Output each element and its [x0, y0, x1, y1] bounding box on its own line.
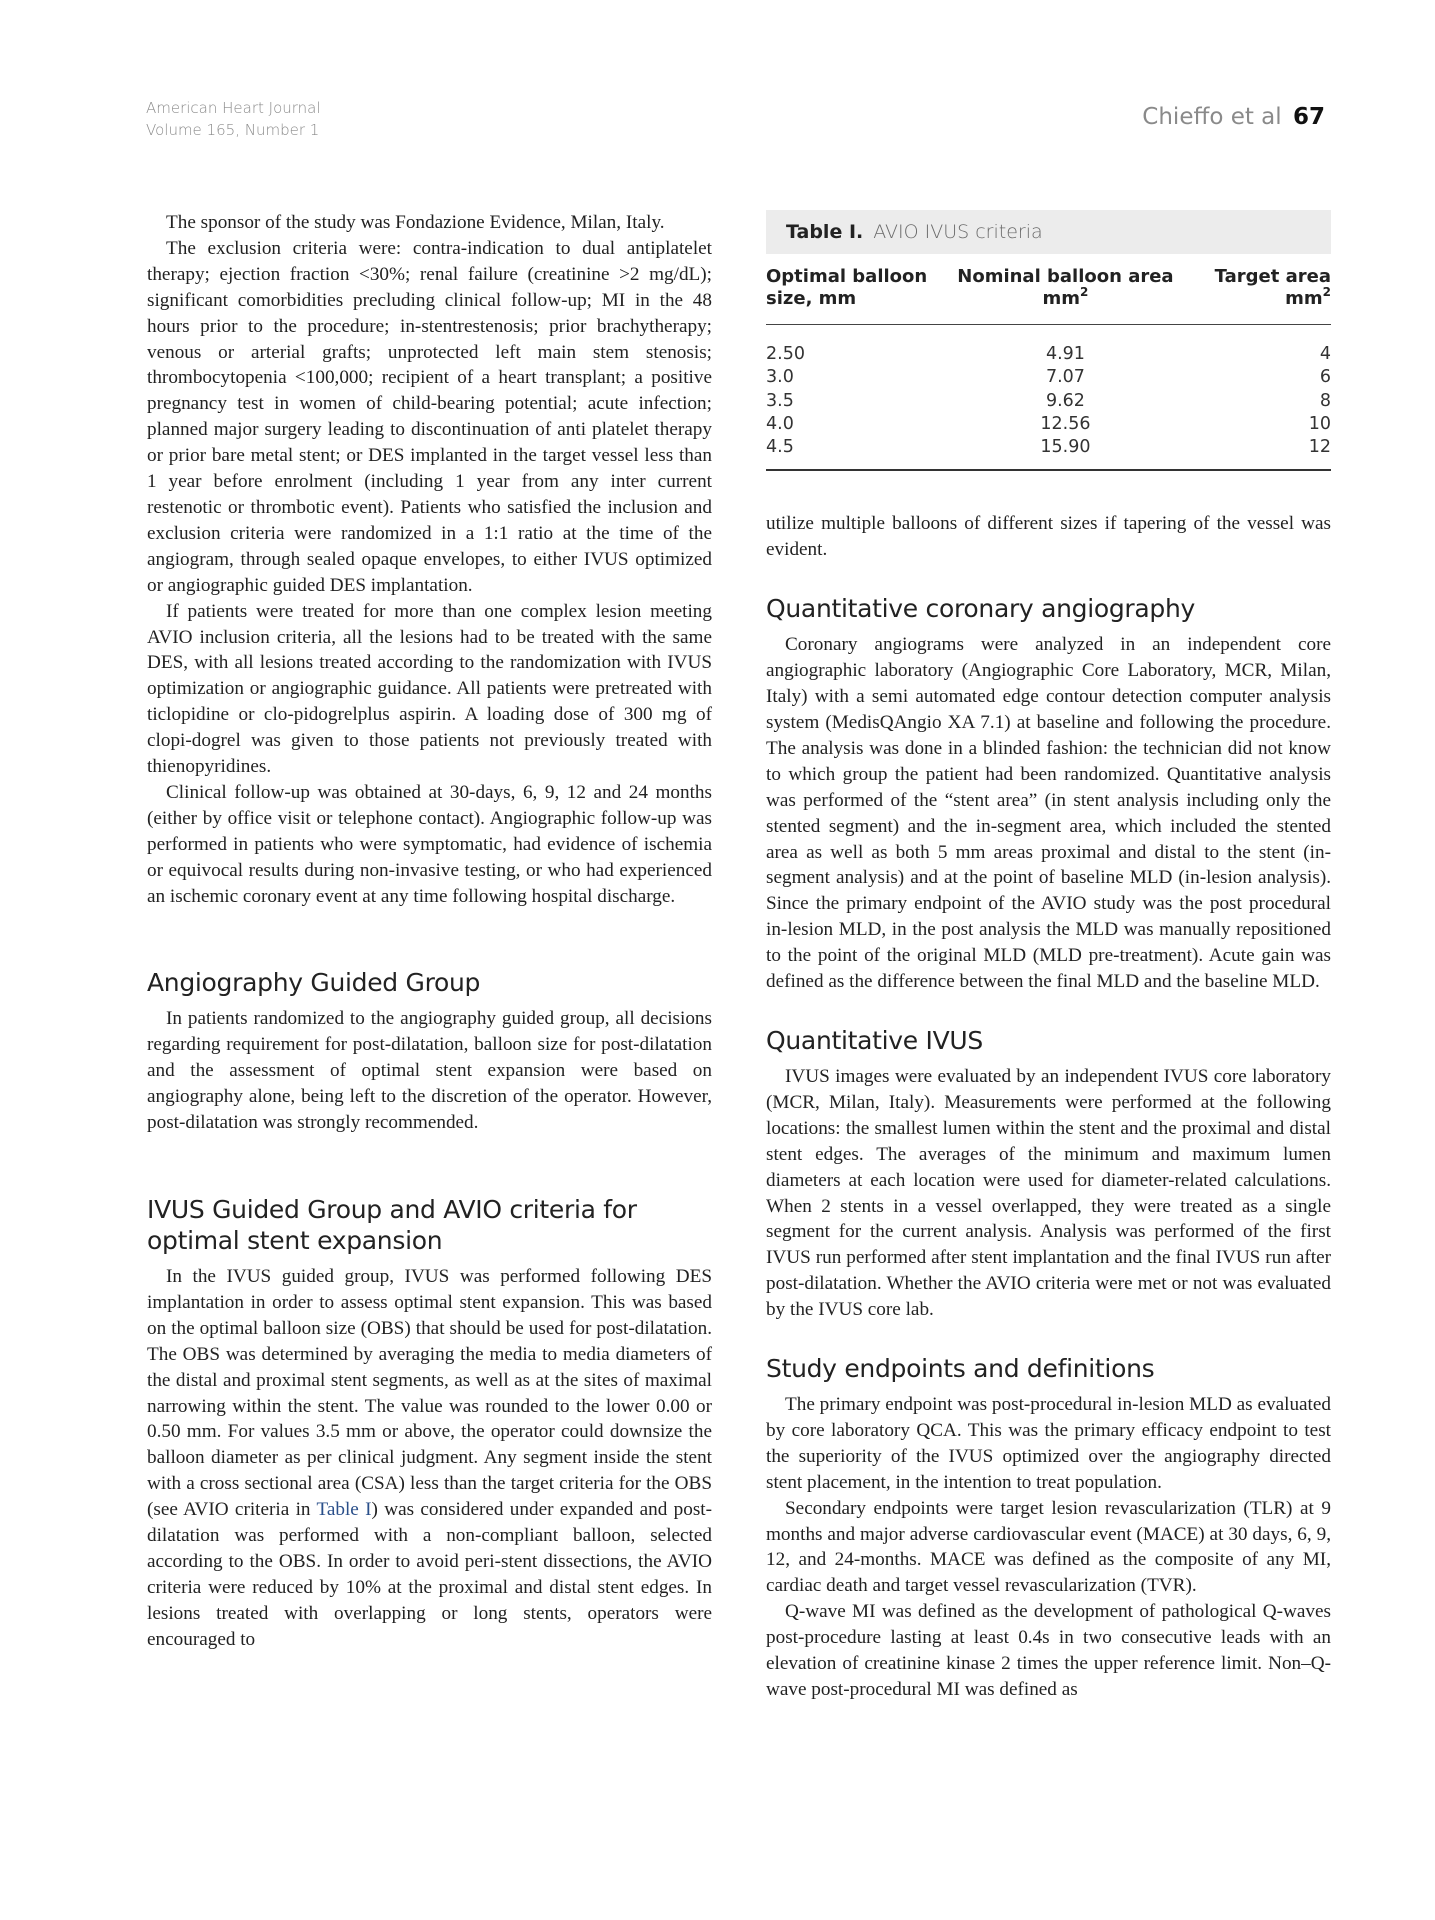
table-caption	[766, 210, 1331, 254]
cell-target-area: 12	[1178, 436, 1331, 470]
paragraph-mi-definition: Q-wave MI was defined as the development of pathological Q-waves post-procedure lasting at least 0.4s in two consecutive leads with an elevation of creatinine kinase 2 times the upper reference limit. Non–Q-wave post-procedural MI was defined as	[766, 1601, 1331, 1701]
journal-volume: Volume 165, Number 1	[146, 121, 320, 139]
table-avio-criteria	[766, 210, 1331, 471]
paragraph-continuation: utilize multiple balloons of different sizes if tapering of the vessel was evident.	[766, 513, 1331, 561]
table-title: AVIO IVUS criteria	[873, 221, 1043, 243]
page-number: 67	[1292, 104, 1325, 130]
heading-quantitative-ivus: Quantitative IVUS	[766, 1025, 983, 1055]
paragraph-primary-endpoint: The primary endpoint was post-procedural in-lesion MLD as evaluated by core laboratory QCA. This was the primary efficacy endpoint to test the superiority of the IVUS optimized over the angiography directed stent placement, in the intention to treat population.	[766, 1394, 1331, 1493]
running-header-right	[1142, 104, 1325, 130]
cell-target-area: 4	[1319, 344, 1331, 364]
paragraph-secondary-endpoints: Secondary endpoints were target lesion revascularization (TLR) at 9 months and major adverse cardiovascular event (MACE) at 30 days, 6, 9, 12, and 24-months. MACE was defined as the composite of any MI, cardiac death and target vessel revascularization (TVR).	[766, 1497, 1331, 1597]
heading-ivus-guided: IVUS Guided Group and AVIO criteria for optimal stent expansion	[147, 1195, 637, 1255]
table-label: Table I.	[786, 221, 864, 243]
table-row	[766, 390, 1331, 413]
cell-nominal-area: 12.56	[1040, 413, 1091, 434]
paragraph-sponsor: The sponsor of the study was Fondazione Evidence, Milan, Italy.	[166, 212, 665, 233]
table-row	[766, 325, 1331, 367]
cell-balloon-size: 3.0	[766, 367, 794, 388]
paragraph-angiography-guided: In patients randomized to the angiography guided group, all decisions regarding requirement for post-dilatation, balloon size for post-dilatation and the assessment of optimal stent expansion were based on angiography alone, being left to the discretion of the operator. However, post-dilatation was strongly recommended.	[147, 1008, 712, 1134]
paragraph-ivus-guided	[147, 1264, 712, 1653]
right-column	[766, 210, 1331, 1703]
col-header-balloon-size: Optimal balloon size, mm	[766, 262, 952, 325]
running-header-left	[146, 97, 321, 141]
cell-balloon-size: 2.50	[766, 344, 805, 364]
cell-balloon-size: 4.0	[766, 413, 794, 434]
paragraph-follow-up: Clinical follow-up was obtained at 30-days, 6, 9, 12 and 24 months (either by office visit or telephone contact). Angiographic follow-up was performed in patients who were symptomatic, had evidence of ischemia or equivocal results during non-invasive testing, or who had experienced an ischemic coronary event at any time following hospital discharge.	[147, 781, 712, 907]
col-header-target-area	[1178, 262, 1331, 325]
paragraph-complex-lesion: If patients were treated for more than one complex lesion meeting AVIO inclusion criteria, all the lesions had to be treated with the same DES, with all lesions treated according to the randomization with IVUS optimization or angiographic guidance. All patients were pretreated with ticlopidine or clo-pidogrelplus aspirin. A loading dose of 300 mg of clopi-dogrel was given to those patients not previously treated with thienopyridines.	[147, 600, 712, 778]
author-line: Chieffo et al	[1142, 104, 1282, 130]
paragraph-ivus-text-b: ) was considered under expanded and post-dilatation was performed with a non-compliant balloon, selected according to the OBS. In order to avoid peri-stent dissections, the AVIO criteria were reduced by 10% at the proximal and distal stent edges. In lesions treated with overlapping or long stents, operators were encouraged to	[147, 1499, 713, 1650]
heading-angiography-guided: Angiography Guided Group	[147, 968, 481, 998]
col-header-nominal-area	[952, 262, 1178, 325]
criteria-table	[766, 262, 1331, 471]
table-header-row	[766, 262, 1331, 325]
col-header-target-area-sup: 2	[1322, 285, 1331, 299]
left-column	[147, 210, 712, 1653]
paragraph-qca: Coronary angiograms were analyzed in an independent core angiographic laboratory (Angiographic Core Laboratory, MCR, Milan, Italy) with a semi automated edge contour detection computer analysis system (MedisQAngio XA 7.1) at baseline and following the procedure. The analysis was done in a blinded fashion: the technician did not know to which group the patient had been randomized. Quantitative analysis was performed of the “stent area” (in stent analysis including only the stented segment) and the in-segment area, which included the stented area as well as both 5 mm areas proximal and distal to the stent (in-segment analysis) and at the point of baseline MLD (in-lesion analysis). Since the primary endpoint of the AVIO study was the post procedural in-lesion MLD, in the post analysis the MLD was manually repositioned to the point of the original MLD (MLD pre-treatment). Acute gain was defined as the difference between the final MLD and the baseline MLD.	[766, 634, 1331, 993]
table-row	[766, 413, 1331, 436]
heading-endpoints: Study endpoints and definitions	[766, 1354, 1155, 1384]
journal-name: American Heart Journal	[146, 99, 321, 117]
paragraph-quantitative-ivus: IVUS images were evaluated by an independent IVUS core laboratory (MCR, Milan, Italy). Measurements were performed at the following locations: the smallest lumen within the stent and the proximal and distal stent edges. The averages of the minimum and maximum lumen diameters at each location were used for diameter-related calculations. When 2 stents in a vessel overlapped, they were treated as a single segment for the current analysis. Analysis was performed of the first IVUS run performed after stent implantation and the final IVUS run after post-dilatation. Whether the AVIO criteria were met or not was evaluated by the IVUS core lab.	[766, 1065, 1331, 1321]
cell-target-area: 8	[1319, 390, 1331, 411]
paragraph-ivus-text-a: In the IVUS guided group, IVUS was performed following DES implantation in order to assess optimal stent expansion. This was based on the optimal balloon size (OBS) that should be used for post-dilatation. The OBS was determined by averaging the media to media diameters of the distal and proximal stent segments, as well as at the sites of maximal narrowing within the stent. The value was rounded to the lower 0.00 or 0.50 mm. For values 3.5 mm or above, the operator could downsize the balloon diameter as per clinical judgment. Any segment inside the stent with a cross sectional area (CSA) less than the target criteria for the OBS (see AVIO criteria in	[147, 1266, 712, 1521]
cell-nominal-area: 4.91	[1045, 344, 1085, 364]
cell-nominal-area: 15.90	[952, 436, 1178, 470]
cell-balloon-size: 3.5	[766, 390, 794, 411]
cell-target-area: 6	[1319, 367, 1331, 388]
cell-balloon-size: 4.5	[766, 436, 952, 470]
cell-nominal-area: 7.07	[1045, 367, 1085, 388]
cell-nominal-area: 9.62	[1045, 390, 1085, 411]
table-reference-link[interactable]: Table I	[316, 1499, 372, 1521]
paragraph-exclusion: The exclusion criteria were: contra-indication to dual antiplatelet therapy; ejection fraction <30%; renal failure (creatinine >2 mg/dL); significant comorbidities precluding clinical follow-up; MI in the 48 hours prior to the procedure; in-stentrestenosis; prior brachytherapy; venous or arterial grafts; unprotected left main stem stenosis; thrombocytopenia <100,000; recipient of a heart transplant; a positive pregnancy test in women of child-bearing potential; acute infection; planned major surgery leading to discontinuation of anti platelet therapy or prior bare metal stent; or DES implanted in the target vessel less than 1 year before enrolment (including 1 year from any inter current restenotic or thrombotic event). Patients who satisfied the inclusion and exclusion criteria were randomized in a 1:1 ratio at the time of the angiogram, through sealed opaque envelopes, to either IVUS optimized or angiographic guided DES implantation.	[147, 237, 712, 596]
table-row	[766, 436, 1331, 470]
heading-qca: Quantitative coronary angiography	[766, 594, 1196, 624]
col-header-target-area-text: Target area mm	[1214, 266, 1331, 309]
table-row	[766, 366, 1331, 389]
col-header-nominal-area-sup: 2	[1080, 285, 1089, 299]
cell-target-area: 10	[1308, 413, 1331, 434]
col-header-nominal-area-text: Nominal balloon area mm	[957, 266, 1174, 309]
